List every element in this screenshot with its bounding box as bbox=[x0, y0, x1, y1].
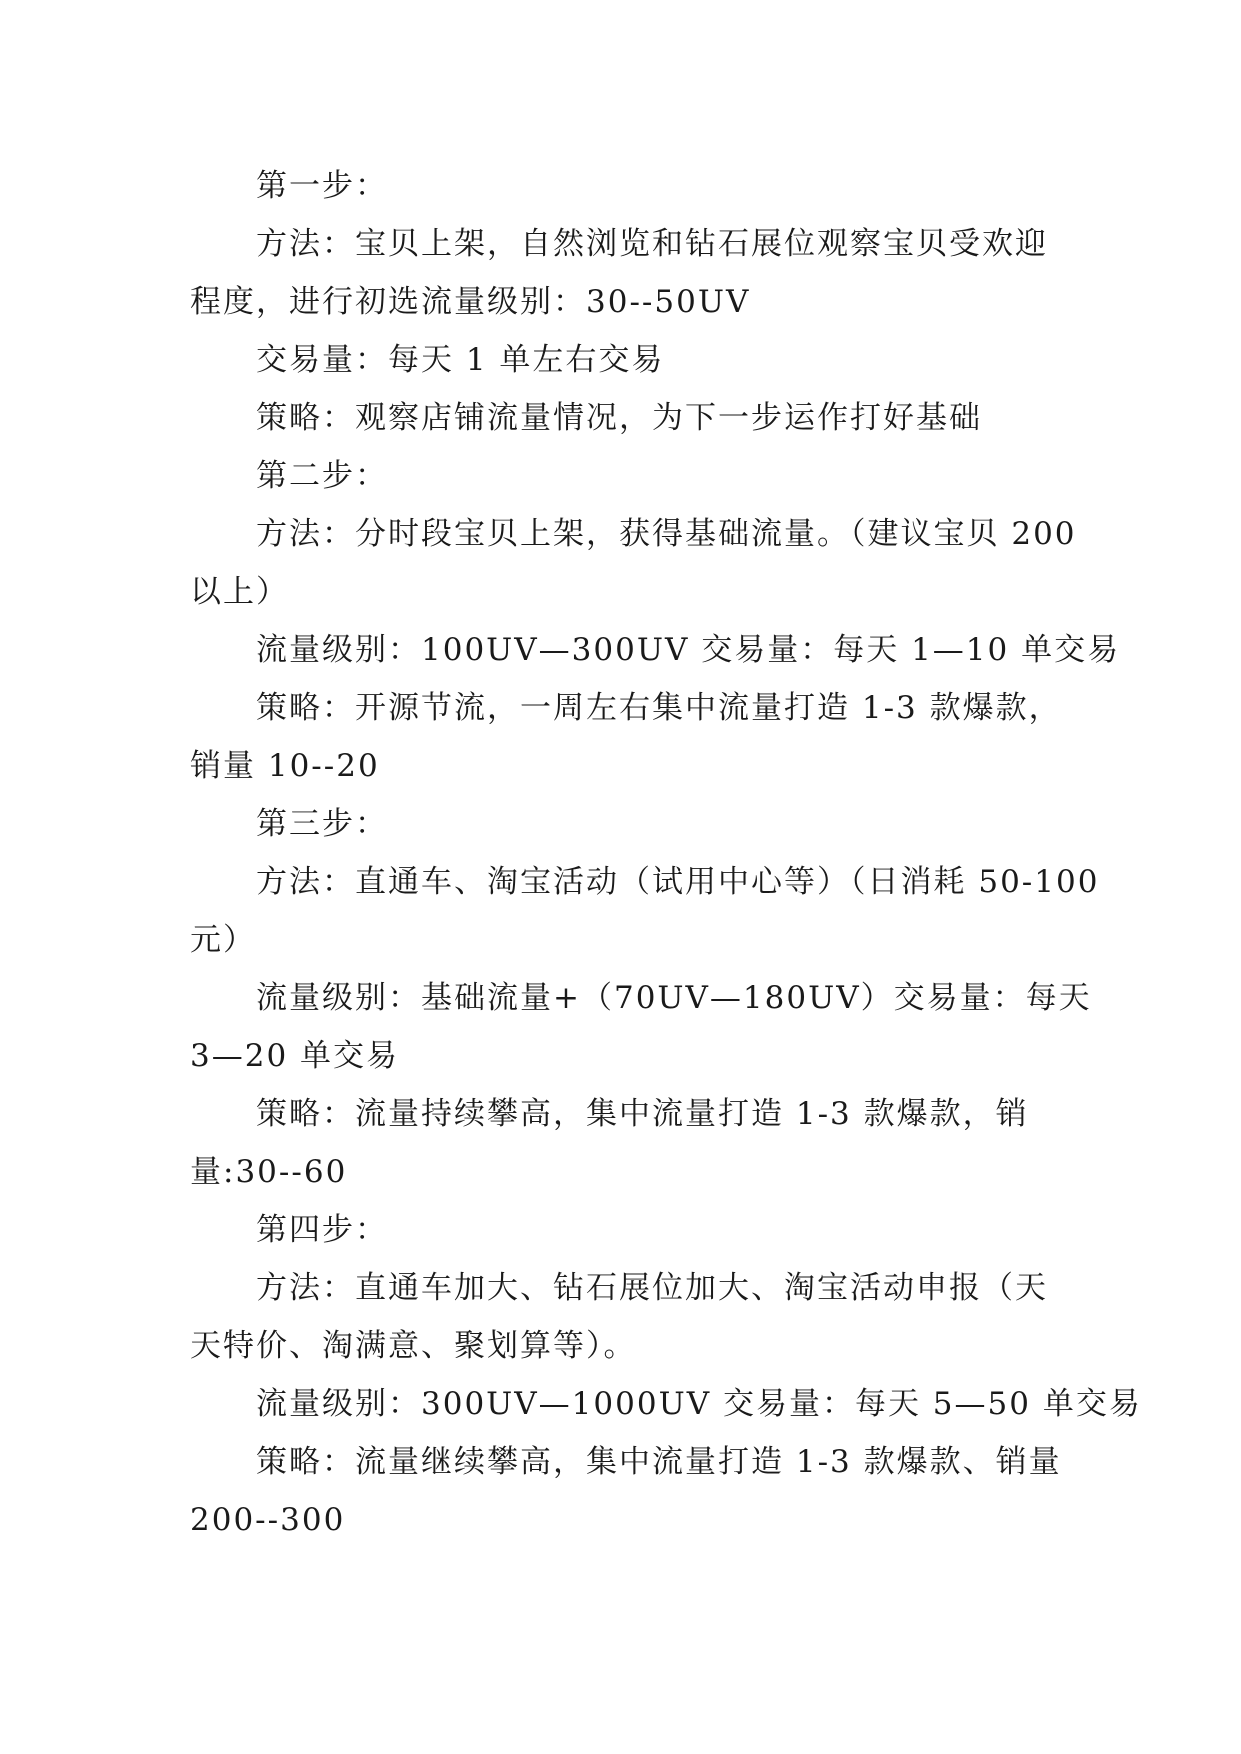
step-1-strategy: 策略：观察店铺流量情况，为下一步运作打好基础 bbox=[256, 400, 982, 436]
step-1-method-cont: 程度，进行初选流量级别：30--50UV bbox=[190, 284, 751, 320]
step-3-heading: 第三步： bbox=[256, 806, 388, 842]
step-1-method: 方法：宝贝上架，自然浏览和钻石展位观察宝贝受欢迎 bbox=[256, 226, 1048, 262]
step-2-method-cont: 以上） bbox=[190, 574, 289, 610]
step-4-heading: 第四步： bbox=[256, 1212, 388, 1248]
step-3-method-cont: 元） bbox=[190, 922, 256, 958]
step-3-strategy-cont: 量:30--60 bbox=[190, 1154, 348, 1190]
step-3-strategy: 策略：流量持续攀高，集中流量打造 1-3 款爆款，销 bbox=[256, 1096, 1029, 1132]
step-4-traffic: 流量级别：300UV—1000UV 交易量：每天 5—50 单交易 bbox=[256, 1386, 1142, 1422]
step-3-traffic-cont: 3—20 单交易 bbox=[190, 1038, 400, 1074]
step-2-strategy: 策略：开源节流，一周左右集中流量打造 1-3 款爆款， bbox=[256, 690, 1062, 726]
step-3-method: 方法：直通车、淘宝活动（试用中心等）（日消耗 50-100 bbox=[256, 864, 1100, 900]
step-2-method: 方法：分时段宝贝上架，获得基础流量。（建议宝贝 200 bbox=[256, 516, 1077, 552]
step-1-volume: 交易量：每天 1 单左右交易 bbox=[256, 342, 665, 378]
step-4-method-cont: 天特价、淘满意、聚划算等）。 bbox=[190, 1328, 637, 1364]
step-1-heading: 第一步： bbox=[256, 168, 388, 204]
step-4-method: 方法：直通车加大、钻石展位加大、淘宝活动申报（天 bbox=[256, 1270, 1048, 1306]
step-2-traffic: 流量级别：100UV—300UV 交易量：每天 1—10 单交易 bbox=[256, 632, 1121, 668]
step-3-traffic: 流量级别：基础流量+（70UV—180UV）交易量：每天 bbox=[256, 980, 1092, 1016]
step-4-strategy: 策略：流量继续攀高，集中流量打造 1-3 款爆款、销量 bbox=[256, 1444, 1062, 1480]
step-2-strategy-cont: 销量 10--20 bbox=[190, 748, 380, 784]
step-2-heading: 第二步： bbox=[256, 458, 388, 494]
step-4-strategy-cont: 200--300 bbox=[190, 1502, 346, 1538]
